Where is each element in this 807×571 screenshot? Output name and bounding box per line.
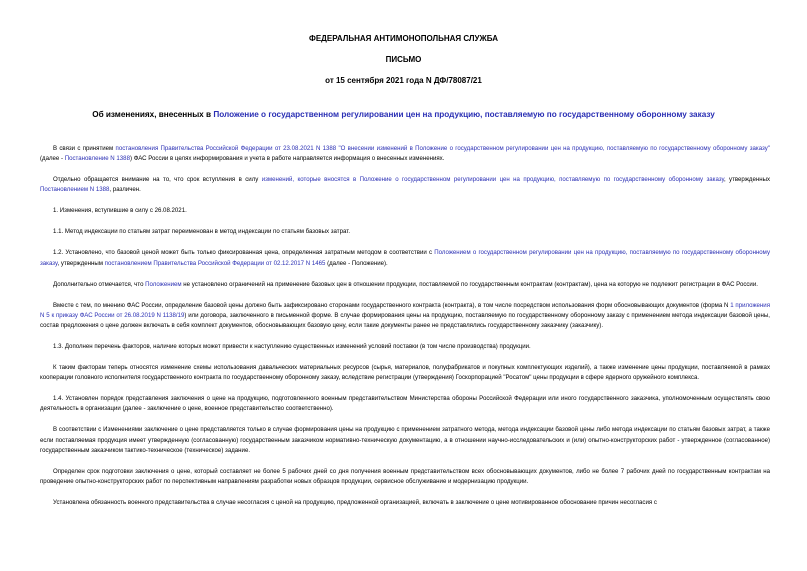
document-type: ПИСЬМО xyxy=(385,55,422,64)
paragraph-text: 1. Изменения, вступившие в силу с 26.08.2021. xyxy=(53,207,187,215)
paragraph xyxy=(40,280,770,290)
paragraph xyxy=(40,248,770,268)
paragraph xyxy=(40,498,770,508)
paragraph-text: (далее - xyxy=(40,155,65,163)
paragraph xyxy=(40,175,770,195)
document-date-number: от 15 сентября 2021 года N ДФ/78087/21 xyxy=(325,76,482,85)
paragraph-text: 1.3. Дополнен перечень факторов, наличие которых может привести к наступлению существенных изменений условий поставки (в том числе производства) продукции. xyxy=(53,343,531,351)
paragraph-link[interactable]: Положением xyxy=(145,280,182,288)
paragraph-link[interactable]: постановлением Правительства Российской Федерации от 02.12.2017 N 1465 xyxy=(104,259,326,267)
paragraph-link[interactable]: Постановлением N 1388 xyxy=(40,186,110,194)
paragraph-text: ) ФАС России в целях информирования и учета в работе направляется информация о внесенных изменениях. xyxy=(129,155,445,163)
paragraph-text: не установлено ограничений на применение базовых цен в отношении продукции, поставляемой по государственным контрактам (контрактам), цена на которую не подлежит регистрации в ФАС России. xyxy=(181,280,758,288)
paragraph xyxy=(40,227,770,237)
paragraph-text: 1.2. Установлено, что базовой ценой может быть только фиксированная цена, определенная затратным методом в соответствии с xyxy=(53,249,435,257)
paragraph-text: Отдельно обращается внимание на то, что срок вступления в силу xyxy=(53,176,262,184)
title-prefix: Об изменениях, внесенных в xyxy=(92,110,214,119)
document-title xyxy=(30,110,777,120)
paragraph xyxy=(40,363,770,383)
paragraph-text: , утвержденных xyxy=(723,176,770,184)
paragraph-text: ) или договора, заключенного в письменной форме. В случае формирования цены на продукцию, поставляемую по государственному оборонному заказу с применением метода индексации базовой цены, состав предложения о цене должен включать в себя комплект документов, обосновывающих базовую цену, если такие документы ранее не представлялись государственному заказчику (заказчику). xyxy=(40,311,770,330)
paragraph xyxy=(40,342,770,352)
agency-name: ФЕДЕРАЛЬНАЯ АНТИМОНОПОЛЬНАЯ СЛУЖБА xyxy=(309,34,498,43)
paragraph-link[interactable]: изменений, которые вносятся в Положение о государственном регулировании цен на продукцию, поставляемую по государственному оборонному заказу xyxy=(261,176,724,184)
paragraph-link[interactable]: Постановление N 1388 xyxy=(64,155,130,163)
paragraph xyxy=(40,467,770,487)
document-body xyxy=(40,144,770,508)
paragraph-text: 1.4. Установлен порядок представления заключения о цене на продукцию, подготовленного военным представительством Министерства обороны Российской Федерации или иного государственного заказчика, уполномоченным осуществлять свою деятельность в организации (далее - заключение о цене, военное представительство соответственно). xyxy=(40,395,770,413)
paragraph-text: Определен срок подготовки заключения о цене, который составляет не более 5 рабочих дней со дня получения военным представительством всех обосновывающих документов, либо не более 7 рабочих дней по государственным контрактам на проведение опытно-конструкторских работ по перспективным направлениям разработки новых образцов продукции, сервисное обслуживание и модернизацию продукции. xyxy=(40,467,770,486)
paragraph-link[interactable]: постановления Правительства Российской Федерации от 23.08.2021 N 1388 "О внесении изменений в Положение о государственном регулировании цен на продукцию, поставляемую по государственному оборонному заказу" xyxy=(115,145,770,152)
paragraph xyxy=(40,425,770,456)
paragraph-link[interactable]: 1 приложения N 5 к приказу ФАС России от 26.08.2019 N 1138/19 xyxy=(40,301,770,319)
paragraph-text: Дополнительно отмечается, что xyxy=(53,280,146,288)
paragraph xyxy=(40,301,770,332)
paragraph-text: 1.1. Метод индексации по статьям затрат переименован в метод индексации по статьям базовых затрат. xyxy=(53,228,351,236)
paragraph-text: В соответствии с Изменениями заключение о цене представляется только в случае формирования цены на продукцию с применением затратного метода, метода индексации базовой цены либо метода индексации по статьям базовых затрат, а также если поставляемая продукция имеет утвержденную (согласованную) государственным заказчиком нормативно-техническую документацию, а в отношении научно-исследовательских и (или) опытно-конструкторских работ - утвержденное (согласованное) государственным заказчиком тактико-техническое (техническое) задание. xyxy=(40,426,770,454)
paragraph-text: , различен. xyxy=(109,186,141,194)
title-link[interactable]: Положение о государственном регулировании цен на продукцию, поставляемую по государственному оборонному заказу xyxy=(213,110,715,119)
paragraph xyxy=(40,144,770,164)
paragraph-text: В связи с принятием xyxy=(53,145,116,152)
paragraph-text: , утвержденным xyxy=(57,259,105,267)
paragraph xyxy=(40,206,770,216)
paragraph-link[interactable]: Положением о государственном регулировании цен на продукцию, поставляемую по государственному оборонному заказу xyxy=(40,249,770,267)
paragraph-text: (далее - Положение). xyxy=(325,259,388,267)
paragraph-text: Вместе с тем, по мнению ФАС России, определение базовой цены должно быть зафиксировано сторонами государственного контракта (контракта), в том числе посредством использования форм обосновывающих документов (форма N xyxy=(53,301,731,309)
paragraph-text: К таким факторам теперь относятся изменение схемы использования давальческих материальных ресурсов (сырья, материалов, полуфабрикатов и покупных комплектующих изделий), а также изменение цены продукции, поставляемой в рамках кооперации головного исполнителя государственного контракта по государственному оборонному заказу, вследствие регистрации (утверждения) Госкорпорацией "Росатом" цены продукции в сфере ядерного оружейного комплекса. xyxy=(40,364,770,382)
paragraph xyxy=(40,394,770,414)
paragraph-text: Установлена обязанность военного представительства в случае несогласия с ценой на продукцию, предложенной организацией, включать в заключение о цене мотивированное обоснование причин несогласия с xyxy=(53,499,657,507)
